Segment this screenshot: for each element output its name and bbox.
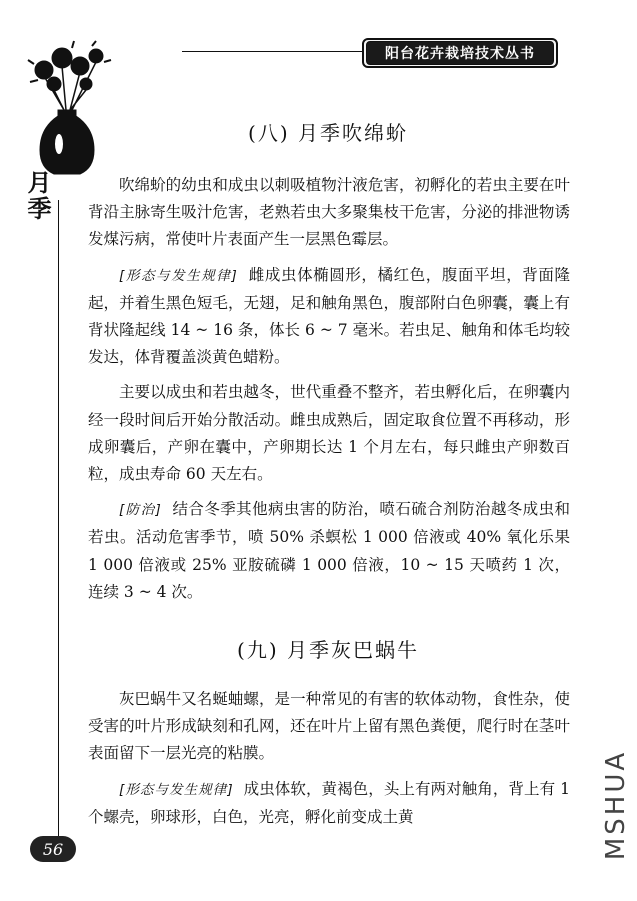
paragraph-tag: [形态与发生规律] bbox=[119, 781, 234, 798]
paragraph bbox=[88, 172, 570, 254]
paragraph-tag: [形态与发生规律] bbox=[119, 267, 238, 284]
series-banner-inner bbox=[366, 41, 554, 65]
paragraph-text: 结合冬季其他病虫害的防治，喷石硫合剂防治越冬成虫和若虫。活动危害季节，喷 50% 杀螟松 1 000 倍液或 40% 氧化乐果 1 000 倍液或 25% 亚胺硫磷 1 000 倍液，10 ~ 15 天喷药 1 次，连续 3 ~ 4 次。 bbox=[88, 500, 570, 601]
paragraph bbox=[88, 686, 570, 768]
paragraph bbox=[88, 262, 570, 372]
page-number-badge bbox=[30, 836, 76, 862]
watermark bbox=[598, 700, 634, 890]
flower-vase-icon bbox=[24, 40, 114, 175]
section-title: (九) 月季灰巴蜗牛 bbox=[237, 638, 419, 662]
paragraph-text: 雌成虫体椭圆形，橘红色，腹面平坦，背面隆起，并着生黑色短毛，无翅，足和触角黑色，腹部附白色卵囊，囊上有背状隆起线 14 ~ 16 条，体长 6 ~ 7 毫米。若虫足、触角和体毛均较发达，体背覆盖淡黄色蜡粉。 bbox=[88, 265, 570, 367]
sidebar-chapter-label: 月季 bbox=[23, 170, 51, 222]
section-body bbox=[88, 686, 570, 831]
series-banner bbox=[362, 38, 558, 68]
paragraph-text: 吹绵蚧的幼虫和成虫以刺吸植物汁液危害，初孵化的若虫主要在叶背沿主脉寄生吸汁危害，老熟若虫大多聚集枝干危害，分泌的排泄物诱发煤污病，常使叶片表面产生一层黑色霉层。 bbox=[88, 176, 570, 249]
series-title: 阳台花卉栽培技术丛书 bbox=[385, 46, 535, 62]
paragraph-tag: [防治] bbox=[119, 502, 162, 519]
watermark-text: MSHUA bbox=[601, 749, 631, 861]
paragraph-text: 成虫体软，黄褐色，头上有两对触角，背上有 1 个螺壳，卵球形，白色，光亮，孵化前变成土黄 bbox=[88, 779, 571, 826]
section-body bbox=[88, 172, 570, 606]
page-number: 56 bbox=[42, 839, 64, 859]
paragraph-text: 灰巴蜗牛又名蜒蚰螺，是一种常见的有害的软体动物，食性杂，使受害的叶片形成缺刻和孔网，还在叶片上留有黑色粪便，爬行时在茎叶表面留下一层光亮的粘膜。 bbox=[88, 690, 570, 763]
margin-rule bbox=[58, 200, 59, 840]
paragraph bbox=[88, 776, 570, 831]
paragraph-text: 主要以成虫和若虫越冬，世代重叠不整齐，若虫孵化后，在卵囊内经一段时间后开始分散活动。雌虫成熟后，固定取食位置不再移动，形成卵囊后，产卵在囊中，产卵期长达 1 个月左右，每只雌虫产卵数百粒，成虫寿命 60 天左右。 bbox=[88, 383, 570, 484]
paragraph bbox=[88, 496, 570, 606]
header-rule bbox=[182, 51, 362, 52]
paragraph bbox=[88, 379, 570, 488]
section-title: (八) 月季吹绵蚧 bbox=[248, 121, 408, 145]
